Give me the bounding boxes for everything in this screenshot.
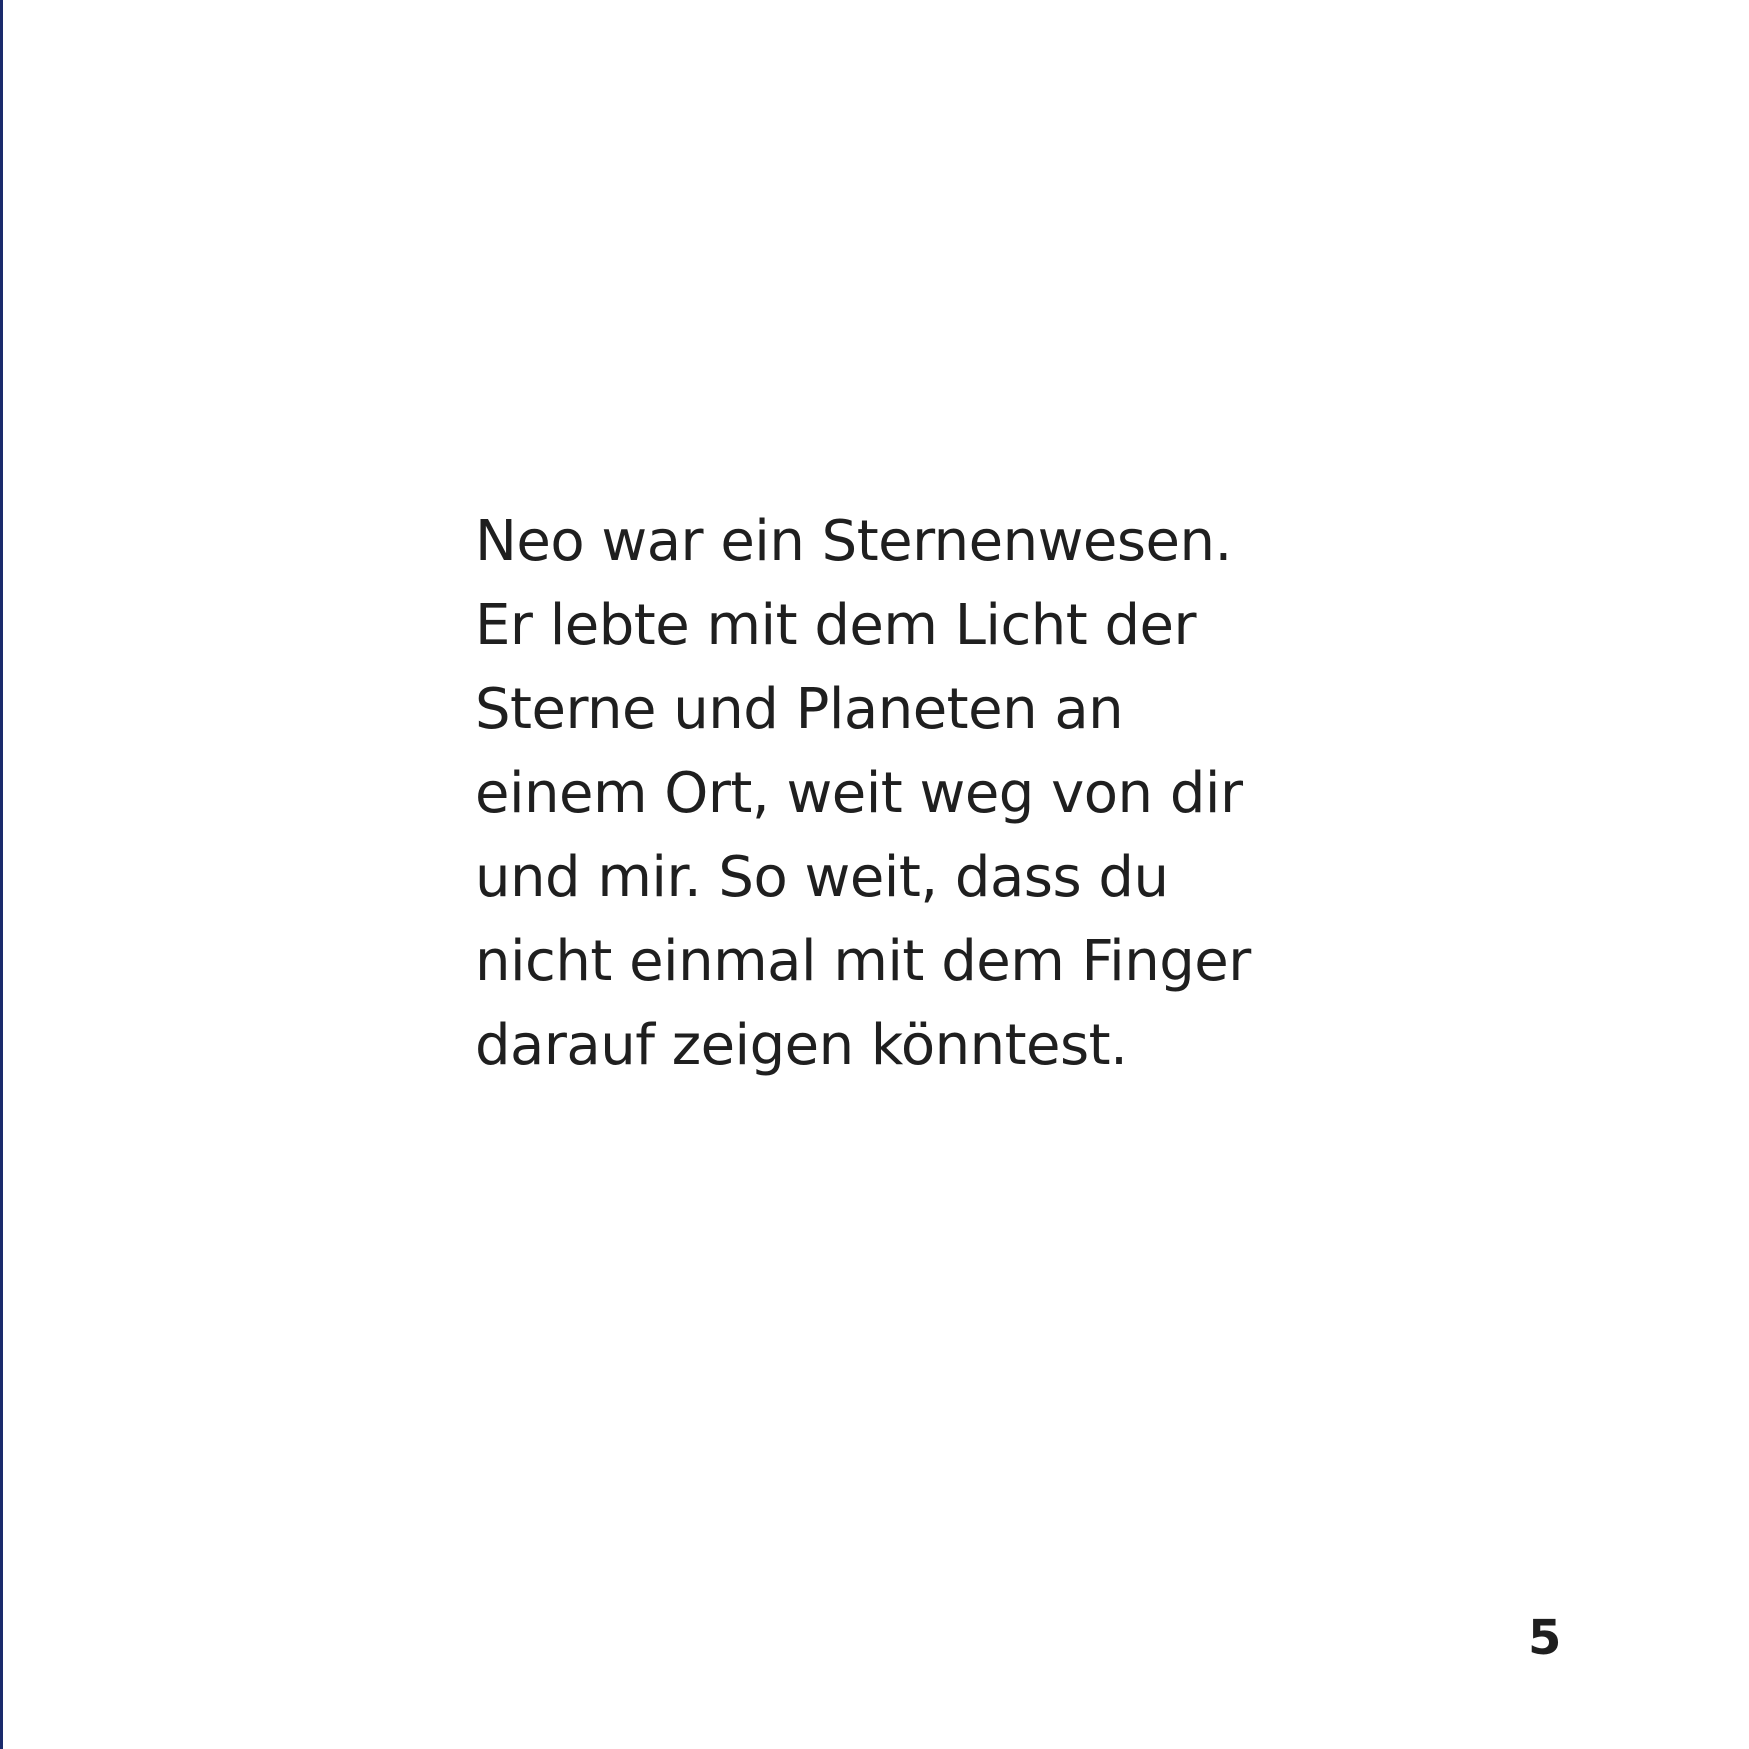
story-line: Neo war ein Sternenwesen. (475, 509, 1232, 574)
page-number: 5 (1528, 1610, 1562, 1666)
story-line: Sterne und Planeten an (475, 677, 1124, 742)
story-line: nicht einmal mit dem Finger (475, 929, 1251, 994)
story-paragraph (475, 500, 1375, 1088)
story-line: einem Ort, weit weg von dir (475, 761, 1243, 826)
story-line: Er lebte mit dem Licht der (475, 593, 1197, 658)
story-line: darauf zeigen könntest. (475, 1013, 1128, 1078)
story-line: und mir. So weit, dass du (475, 845, 1169, 910)
page-edge-line (0, 0, 3, 1749)
